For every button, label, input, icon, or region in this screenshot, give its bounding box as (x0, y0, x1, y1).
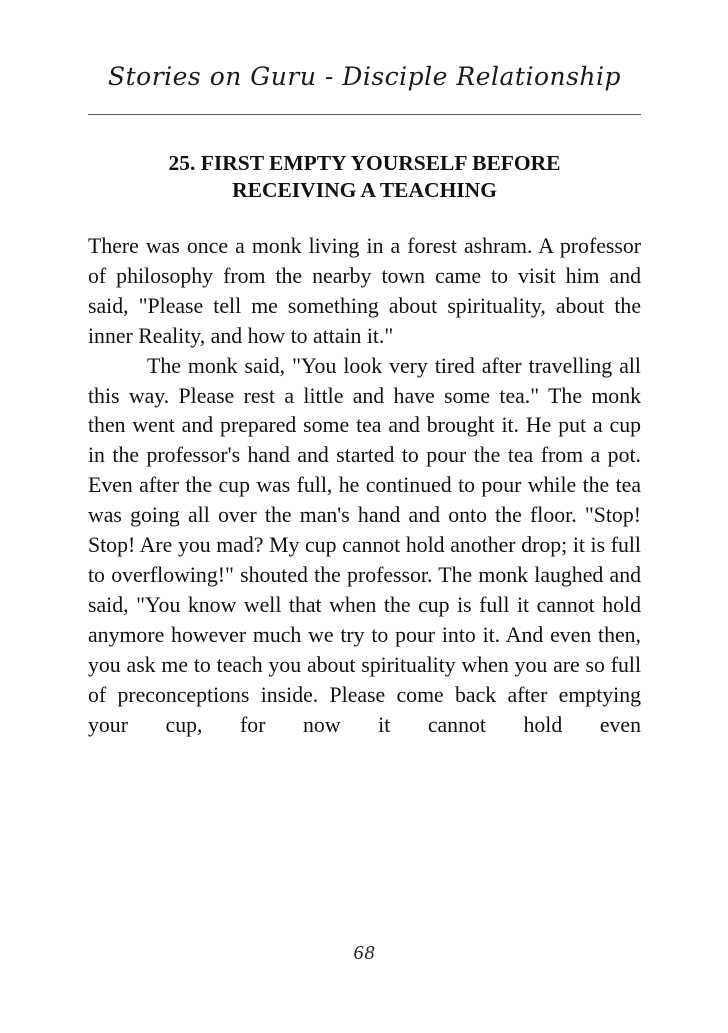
chapter-title-line-1: 25. FIRST EMPTY YOURSELF BEFORE (168, 151, 561, 175)
running-header: Stories on Guru - Disciple Relationship (107, 62, 622, 91)
body-text (88, 232, 641, 740)
header-divider (88, 114, 641, 115)
paragraph-2: The monk said, "You look very tired after travelling all this way. Please rest a little and have some tea." The monk then went and prepared some tea and brought it. He put a cup in the professor's hand and started to pour the tea from a pot. Even after the cup was full, he continued to pour while the tea was going all over the man's hand and onto the floor. "Stop! Stop! Are you mad? My cup cannot hold another drop; it is full to overflowing!" shouted the professor. The monk laughed and said, "You know well that when the cup is full it cannot hold anymore however much we try to pour into it. And even then, you ask me to teach you about spirituality when you are so full of preconceptions inside. Please come back after emptying your cup, for now it cannot hold even (88, 353, 641, 737)
chapter-title (88, 150, 641, 204)
chapter-title-line-2: RECEIVING A TEACHING (232, 178, 497, 202)
page-number: 68 (353, 942, 376, 964)
paragraph-1: There was once a monk living in a forest ashram. A professor of philosophy from the nearby town came to visit him and said, "Please tell me something about spirituality, about the inner Reality, and how to attain it." (88, 234, 641, 348)
